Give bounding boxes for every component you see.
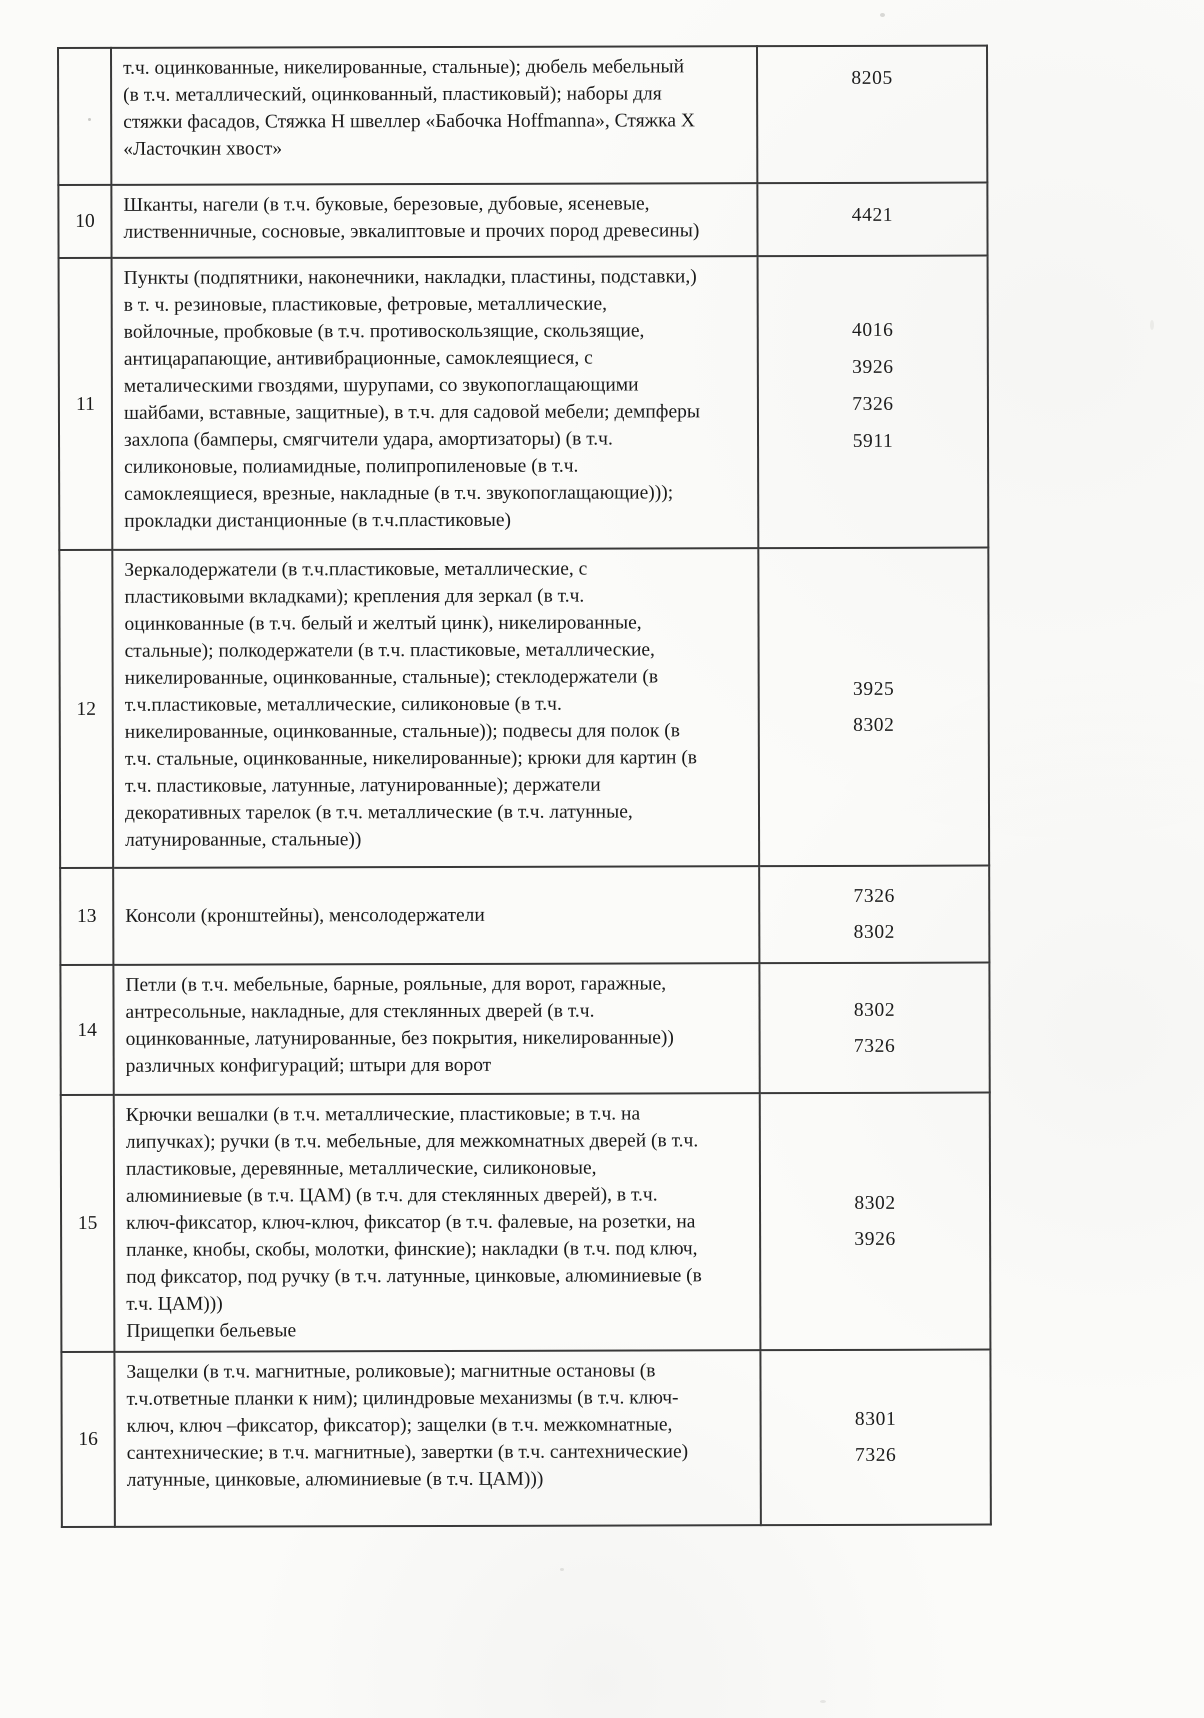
code-value: 3926 xyxy=(854,1228,896,1250)
items-table xyxy=(57,45,992,1528)
row-description: Защелки (в т.ч. магнитные, роликовые); магнитные остановы (в т.ч.ответные планки к ним); цилиндровые механизмы (в т.ч. ключ- ключ, ключ –фиксатор, фиксатор); защелки (в т.ч. межкомнатные, сантехнические; в т.ч. магнитные), завертки (в т.ч. сантехнические) латунные, цинковые, алюминиевые (в т.ч. ЦАМ))) xyxy=(114,1350,760,1527)
table-row xyxy=(60,963,989,1095)
table-row xyxy=(59,548,989,868)
items-table-body xyxy=(58,46,991,1527)
scan-speck xyxy=(1150,320,1154,330)
row-codes xyxy=(759,963,989,1094)
table-row xyxy=(61,1093,991,1352)
row-description: Шканты, нагели (в т.ч. буковые, березовые, дубовые, ясеневые, лиственничные, сосновые, эвкалиптовые и прочих пород древесины) xyxy=(111,183,757,258)
row-number: 11 xyxy=(59,258,113,550)
code-value: 8301 xyxy=(854,1408,897,1430)
table-row xyxy=(60,866,989,965)
code-value: 7326 xyxy=(853,1035,896,1057)
scan-speck xyxy=(820,1700,826,1703)
code-value: 7326 xyxy=(853,885,895,907)
row-number: 16 xyxy=(61,1352,114,1527)
table-row xyxy=(58,183,987,258)
row-number: 10 xyxy=(58,185,111,258)
code-value: 7326 xyxy=(854,1444,897,1466)
code-value: 8302 xyxy=(853,999,896,1021)
row-description: Пункты (подпятники, наконечники, накладки, пластины, подставки,) в т. ч. резиновые, пластиковые, фетровые, металлические, войлочные, пробковые (в т.ч. противоскользящие, скользящие, антицарапающие, антивибрационные, самоклеящиеся, с металическими гвоздями, шурупами, со звукопоглащающими шайбами, вставные, защитные), в т.ч. для садовой мебели; демпферы захлопа (бамперы, смягчители удара, амортизаторы) (в т.ч. силиконовые, полиамидные, полипропиленовые (в т.ч. самоклеящиеся, врезные, накладные (в т.ч. звукопоглащающие))); прокладки дистанционные (в т.ч.пластиковые) xyxy=(112,256,759,550)
table-row xyxy=(61,1350,990,1527)
code-value: 8302 xyxy=(853,714,895,736)
row-number: 13 xyxy=(60,868,113,965)
scanned-page xyxy=(57,45,992,1528)
scan-speck xyxy=(880,13,885,17)
code-value: 8302 xyxy=(854,1192,896,1214)
row-codes xyxy=(760,1350,990,1526)
row-description: Петли (в т.ч. мебельные, барные, рояльные, для ворот, гаражные, антресольные, накладные, для стеклянных дверей (в т.ч. оцинкованные, латунированные, без покрытия, никелированные)) различных конфигураций; штыри для ворот xyxy=(113,963,759,1095)
row-codes xyxy=(757,46,987,184)
row-codes xyxy=(758,548,989,867)
code-value: 8302 xyxy=(853,921,896,943)
row-codes xyxy=(757,183,987,257)
table-row xyxy=(58,46,987,185)
row-number xyxy=(58,48,111,185)
code-value: 8205 xyxy=(851,67,893,89)
code-value: 3926 xyxy=(852,356,894,378)
code-value: 4016 xyxy=(852,319,894,341)
code-value: 5911 xyxy=(852,430,894,452)
row-codes xyxy=(759,866,989,964)
row-description: Крючки вешалки (в т.ч. металлические, пластиковые; в т.ч. на липучках); ручки (в т.ч. мебельные, для межкомнатных дверей (в т.ч. пластиковые, деревянные, металлические, силиконовые, алюминиевые (в т.ч. ЦАМ) (в т.ч. для стеклянных дверей), в т.ч. ключ-фиксатор, ключ-ключ, фиксатор (в т.ч. фалевые, на розетки, на планке, кнобы, скобы, молотки, финские); накладки (в т.ч. под ключ, под фиксатор, под ручку (в т.ч. латунные, цинковые, алюминиевые (в т.ч. ЦАМ))) Прищепки бельевые xyxy=(114,1093,761,1352)
row-number: 12 xyxy=(59,550,113,868)
scan-speck xyxy=(560,1568,564,1571)
code-value: 4421 xyxy=(851,204,894,226)
code-value: 3925 xyxy=(852,678,895,700)
code-value: 7326 xyxy=(852,393,894,415)
row-description: Консоли (кронштейны), менсолодержатели xyxy=(113,866,759,965)
row-number: 15 xyxy=(61,1095,115,1352)
row-description: Зеркалодержатели (в т.ч.пластиковые, металлические, с пластиковыми вкладками); крепления для зеркал (в т.ч. оцинкованные (в т.ч. белый и желтый цинк), никелированные, стальные); полкодержатели (в т.ч. пластиковые, металлические, никелированные, оцинкованные, стальные); стеклодержатели (в т.ч.пластиковые, металлические, силиконовые (в т.ч. никелированные, оцинкованные, стальные)); подвесы для полок (в т.ч. стальные, оцинкованные, никелированные); крюки для картин (в т.ч. пластиковые, латунные, латунированные); держатели декоративных тарелок (в т.ч. металлические (в т.ч. латунные, латунированные, стальные)) xyxy=(112,548,759,868)
row-description: т.ч. оцинкованные, никелированные, стальные); дюбель мебельный (в т.ч. металлический, оцинкованный, пластиковый); наборы для стяжки фасадов, Стяжка Н швеллер «Бабочка Hoffmanna», Стяжка Х «Ласточкин хвост» xyxy=(111,46,757,185)
row-codes xyxy=(758,256,989,549)
row-codes xyxy=(760,1093,991,1351)
row-number: 14 xyxy=(60,965,113,1095)
table-row xyxy=(59,256,989,550)
